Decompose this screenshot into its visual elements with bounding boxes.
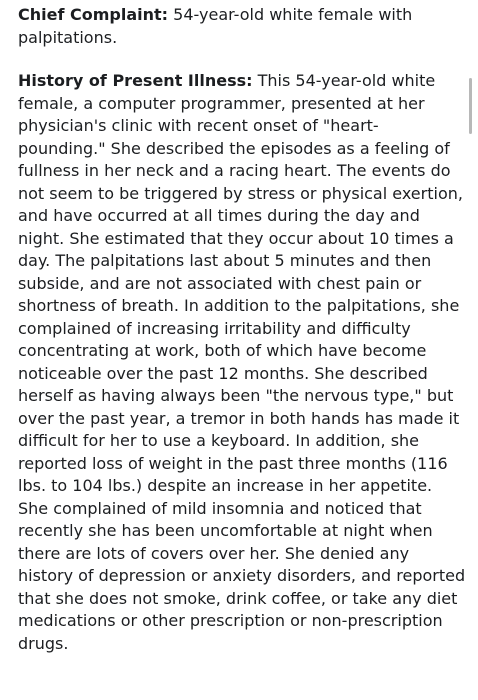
case-text xyxy=(18,4,466,655)
scrollbar-thumb[interactable] xyxy=(469,78,472,134)
history-label: History of Present Illness: xyxy=(18,71,253,90)
chief-complaint-paragraph xyxy=(18,4,466,49)
history-text: This 54-year-old white female, a computer programmer, presented at her physician's clinic with recent onset of "heart-pounding." She described the episodes as a feeling of fullness in her neck and a racing heart. The events do not seem to be triggered by stress or physical exertion, and have occurred at all times during the day and night. She estimated that they occur about 10 times a day. The palpitations last about 5 minutes and then subside, and are not associated with chest pain or shortness of breath. In addition to the palpitations, she complained of increasing irritability and difficulty concentrating at work, both of which have become noticeable over the past 12 months. She described herself as having always been "the nervous type," but over the past year, a tremor in both hands has made it difficult for her to use a keyboard. In addition, she reported loss of weight in the past three months (116 lbs. to 104 lbs.) despite an increase in her appetite. She complained of mild insomnia and noticed that recently she has been uncomfortable at night when there are lots of covers over her. She denied any history of depression or anxiety disorders, and reported that she does not smoke, drink coffee, or take any diet medications or other prescription or non-prescription drugs. xyxy=(18,71,466,653)
chief-complaint-label: Chief Complaint: xyxy=(18,5,169,24)
history-paragraph xyxy=(18,70,466,655)
chief-complaint-text: 54-year-old white female with palpitations. xyxy=(18,5,413,47)
